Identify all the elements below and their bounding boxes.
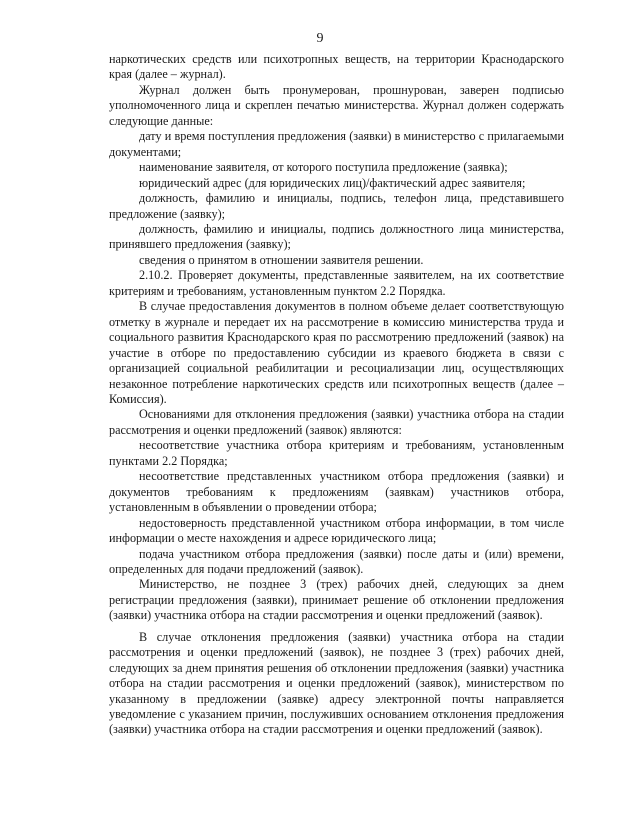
paragraph-2-10-2: 2.10.2. Проверяет документы, представленные заявителем, на их соответствие критериям и требованиям, установленным пунктом 2.2 Порядка. — [109, 268, 564, 298]
paragraph-journal-requirements: Журнал должен быть пронумерован, прошнурован, заверен подписью уполномоченного лица и скреплен печатью министерства. Журнал должен содержать следующие данные: — [109, 82, 564, 128]
paragraph-rejection-notice: В случае отклонения предложения (заявки) участника отбора на стадии рассмотрения и оценки предложений (заявок), не позднее 3 (трех) рабочих дней, следующих за днем принятия решения об отклонении предложения (заявки) участника отбора на стадии рассмотрения и оценки предложений (заявок), министерством по указанному в предложении (заявке) адресу электронной почты направляется уведомление с указанием причин, послуживших основанием отклонения предложения (заявки) участника отбора на стадии рассмотрения и оценки предложений (заявок). — [109, 629, 564, 737]
list-item-criteria-mismatch: несоответствие участника отбора критериям и требованиям, установленным пунктами 2.2 Порядка; — [109, 438, 564, 468]
paragraph-rejection-grounds: Основаниями для отклонения предложения (заявки) участника отбора на стадии рассмотрения и оценки предложений (заявок) являются: — [109, 407, 564, 437]
list-item-applicant-name: наименование заявителя, от которого поступила предложение (заявка); — [139, 160, 508, 175]
paragraph-journal-definition-end: наркотических средств или психотропных веществ, на территории Краснодарского края (далее – журнал). — [109, 52, 564, 82]
list-item-submitter-details: должность, фамилию и инициалы, подпись, телефон лица, представившего предложение (заявку); — [109, 191, 564, 221]
paragraph-ministry-decision: Министерство, не позднее 3 (трех) рабочих дней, следующих за днем регистрации предложения (заявки), принимает решение об отклонении предложения (заявки) участника отбора на стадии рассмотрения и оценки предложений (заявок). — [109, 577, 564, 623]
list-item-applicant-address: юридический адрес (для юридических лиц)/фактический адрес заявителя; — [139, 175, 526, 190]
list-item-late-submission: подача участником отбора предложения (заявки) после даты и (или) времени, определенных для подачи предложений (заявок). — [109, 546, 564, 576]
list-item-decision-info: сведения о принятом в отношении заявителя решении. — [139, 252, 424, 267]
page-number: 9 — [316, 31, 324, 46]
document-body — [109, 52, 564, 738]
list-item-date-time: дату и время поступления предложения (заявки) в министерство с прилагаемыми документами; — [109, 129, 564, 159]
paragraph-full-documents: В случае предоставления документов в полном объеме делает соответствующую отметку в журнале и передает их на рассмотрение в комиссию министерства труда и социального развития Краснодарского края по рассмотрению предложений (заявок) на участие в отборе по предоставлению субсидии из краевого бюджета в связи с организацией социальной реабилитации и ресоциализации лиц, осуществляющих незаконное потребление наркотических средств или психотропных веществ (далее – Комиссия). — [109, 299, 564, 406]
list-item-documents-mismatch: несоответствие представленных участником отбора предложения (заявки) и документов требованиям к предложениям (заявкам) участников отбора, установленным в объявлении о проведении отбора; — [109, 469, 564, 515]
list-item-receiver-details: должность, фамилию и инициалы, подпись должностного лица министерства, принявшего предложения (заявку); — [109, 221, 564, 252]
list-item-false-information: недостоверность представленной участником отбора информации, в том числе информации о месте нахождения и адресе юридического лица; — [109, 515, 564, 546]
